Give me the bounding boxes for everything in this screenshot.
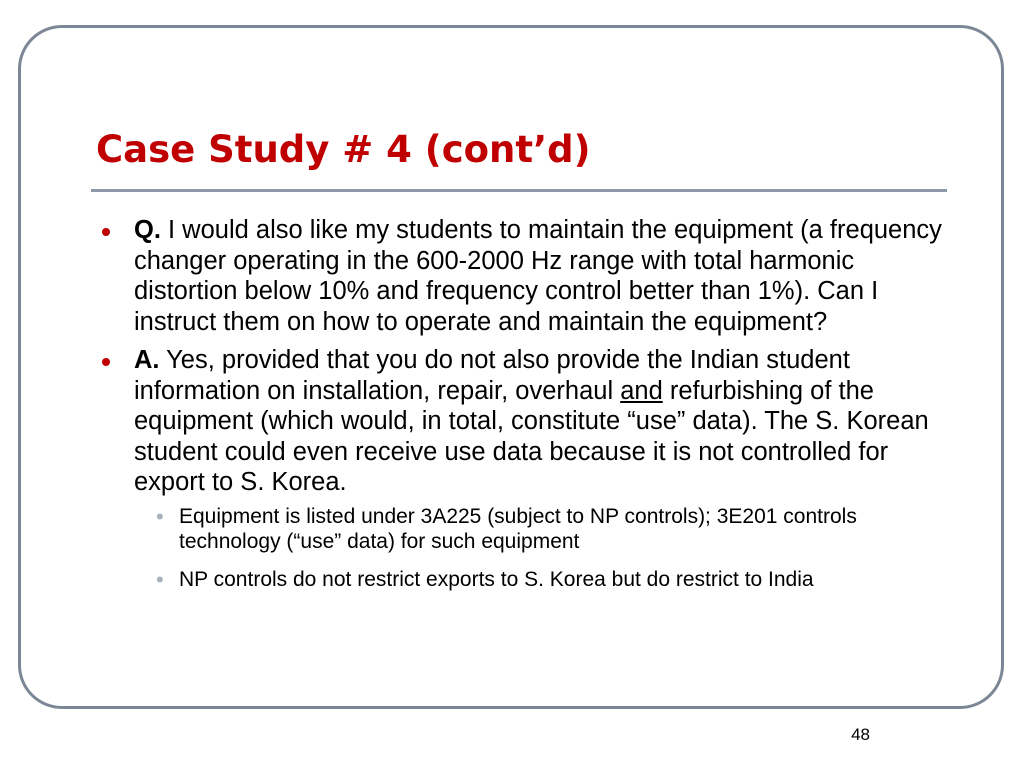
- bullet-answer: [96, 345, 944, 592]
- bullet-question: [96, 215, 944, 337]
- slide-body: [96, 215, 944, 605]
- answer-text-after: refurbishing of the equipment (which would, in total, constitute “use” data). The S. Korean student could even receive use data because it is not controlled for export to S. Korea.: [134, 376, 929, 496]
- page-number: 48: [851, 725, 870, 744]
- answer-sub-bullets: [134, 504, 944, 592]
- sub-bullet-text: Equipment is listed under 3A225 (subject to NP controls); 3E201 controls technology (“use” data) for such equipment: [179, 504, 857, 553]
- sub-bullet-text: NP controls do not restrict exports to S. Korea but do restrict to India: [179, 567, 814, 591]
- sub-bullet-item: [134, 567, 944, 592]
- title-divider: [91, 189, 947, 192]
- answer-label: A.: [134, 346, 160, 374]
- bullet-dot-icon: [102, 358, 110, 366]
- question-text: I would also like my students to maintain the equipment (a frequency changer operating in the 600-2000 Hz range with total harmonic distortion below 10% and frequency control better than 1%). Can I instruct them on how to operate and maintain the equipment?: [134, 216, 942, 336]
- answer-text-before: Yes, provided that you do not also provide the Indian student information on installation, repair, overhaul: [134, 346, 850, 405]
- bullet-dot-icon: [102, 228, 110, 236]
- question-label: Q.: [134, 216, 161, 244]
- sub-bullet-item: [134, 504, 944, 554]
- answer-underlined-word: and: [620, 376, 663, 405]
- sub-bullet-dot-icon: •: [156, 566, 164, 592]
- slide-title: Case Study # 4 (cont’d): [96, 128, 591, 171]
- sub-bullet-dot-icon: •: [156, 503, 164, 529]
